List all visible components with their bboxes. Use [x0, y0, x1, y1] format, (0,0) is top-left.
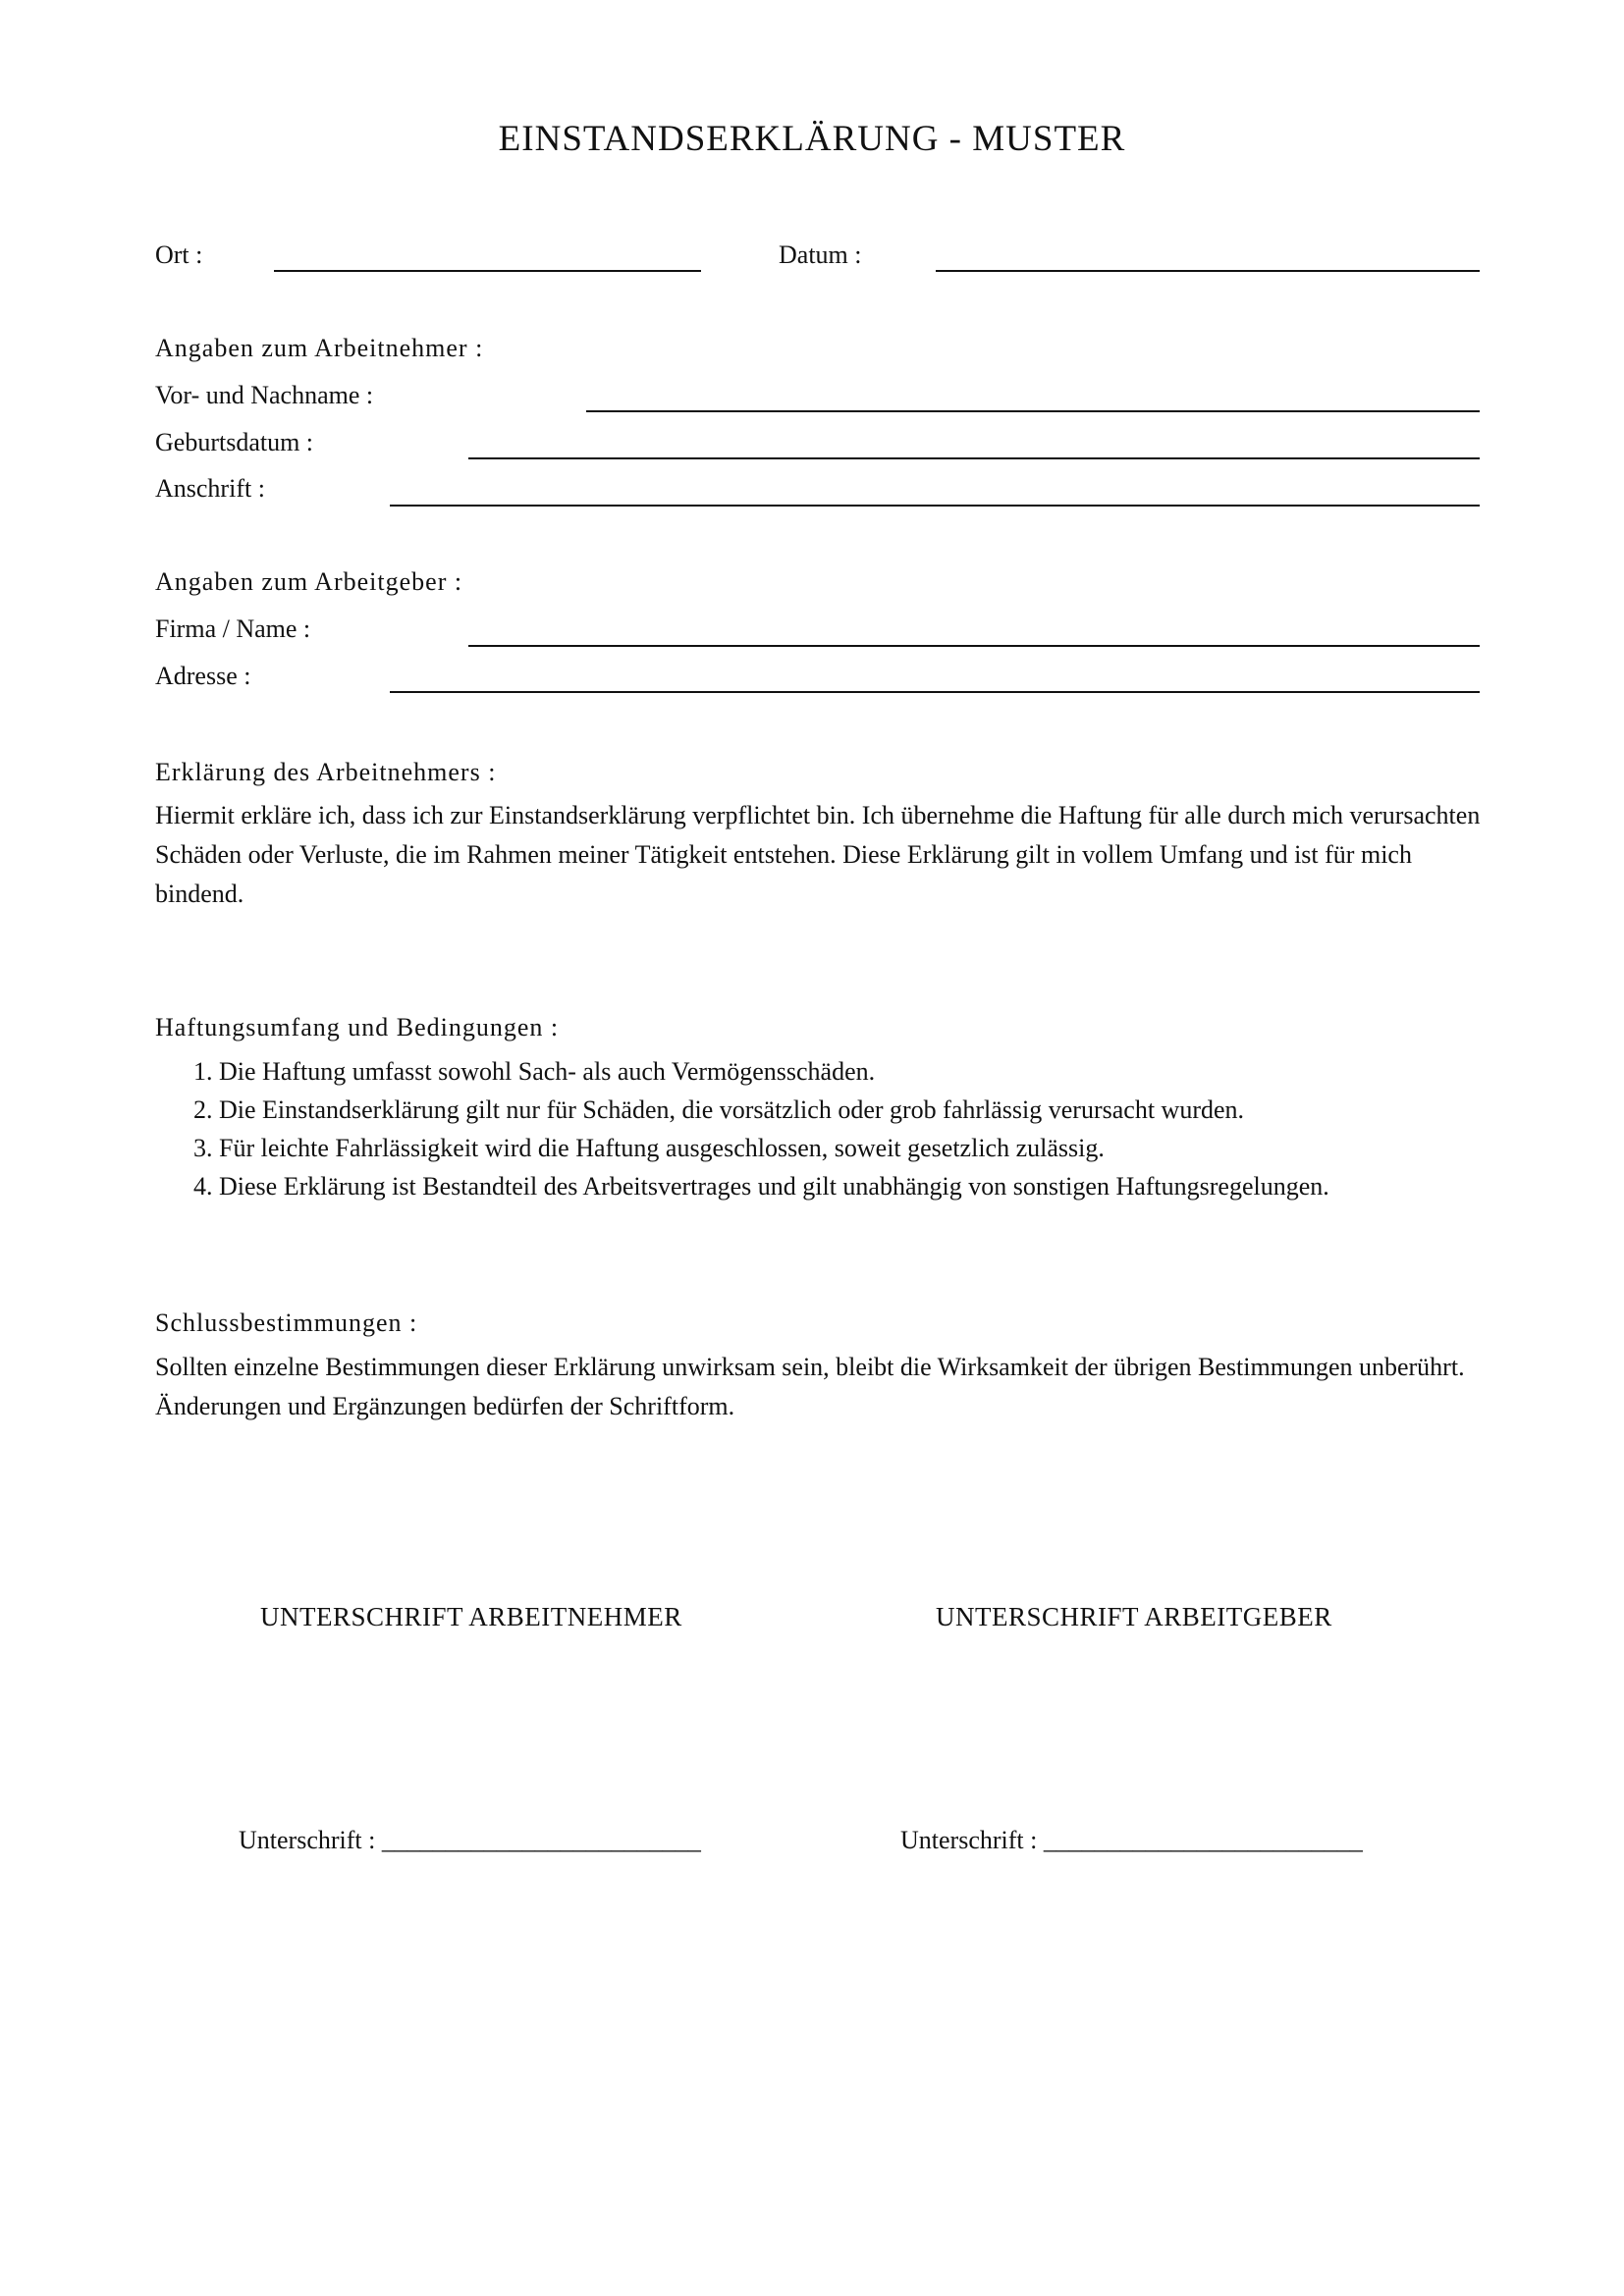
name-label: Vor- und Nachname : — [155, 381, 374, 409]
datum-field-line[interactable] — [936, 270, 1480, 272]
document-title: EINSTANDSERKLÄRUNG - MUSTER — [498, 119, 1126, 159]
datum-label: Datum : — [779, 240, 862, 269]
haftung-heading: Haftungsumfang und Bedingungen : — [155, 1013, 560, 1041]
geburtsdatum-field-line[interactable] — [468, 457, 1480, 459]
haftung-item-3: 3. Für leichte Fahrlässigkeit wird die Haftung ausgeschlossen, soweit gesetzlich zulässig. — [193, 1134, 1105, 1162]
arbeitnehmer-heading: Angaben zum Arbeitnehmer : — [155, 334, 484, 362]
adresse-label: Adresse : — [155, 662, 251, 690]
signature-line-arbeitnehmer[interactable]: Unterschrift : _________________________ — [239, 1826, 701, 1854]
arbeitgeber-heading: Angaben zum Arbeitgeber : — [155, 567, 463, 596]
ort-label: Ort : — [155, 240, 203, 269]
schluss-heading: Schlussbestimmungen : — [155, 1308, 418, 1337]
haftung-item-1: 1. Die Haftung umfasst sowohl Sach- als auch Vermögensschäden. — [193, 1057, 876, 1086]
ort-field-line[interactable] — [274, 270, 701, 272]
firma-field-line[interactable] — [468, 645, 1480, 647]
name-field-line[interactable] — [586, 410, 1480, 412]
erklaerung-heading: Erklärung des Arbeitnehmers : — [155, 758, 497, 786]
signature-heading-arbeitgeber: UNTERSCHRIFT ARBEITGEBER — [936, 1602, 1332, 1631]
haftung-item-4: 4. Diese Erklärung ist Bestandteil des Arbeitsvertrages und gilt unabhängig von sonstigen Haftungsregelungen. — [193, 1172, 1329, 1201]
haftung-list — [193, 1052, 1329, 1205]
haftung-item-2: 2. Die Einstandserklärung gilt nur für Schäden, die vorsätzlich oder grob fahrlässig verursacht wurden. — [193, 1095, 1245, 1124]
adresse-field-line[interactable] — [390, 691, 1480, 693]
firma-label: Firma / Name : — [155, 614, 311, 643]
schluss-text: Sollten einzelne Bestimmungen dieser Erklärung unwirksam sein, bleibt die Wirksamkeit der übrigen Bestimmungen unberührt. Änderungen und Ergänzungen bedürfen der Schriftform. — [155, 1353, 1465, 1420]
signature-heading-arbeitnehmer: UNTERSCHRIFT ARBEITNEHMER — [260, 1602, 682, 1631]
anschrift-field-line[interactable] — [390, 505, 1480, 507]
anschrift-label: Anschrift : — [155, 474, 265, 503]
erklaerung-text: Hiermit erkläre ich, dass ich zur Einstandserklärung verpflichtet bin. Ich übernehme die Haftung für alle durch mich verursachten Schäden oder Verluste, die im Rahmen meiner Tätigkeit entstehen. Diese Erklärung gilt in vollem Umfang und ist für mich bindend. — [155, 801, 1481, 908]
geburtsdatum-label: Geburtsdatum : — [155, 428, 314, 456]
signature-line-arbeitgeber[interactable]: Unterschrift : _________________________ — [900, 1826, 1363, 1854]
